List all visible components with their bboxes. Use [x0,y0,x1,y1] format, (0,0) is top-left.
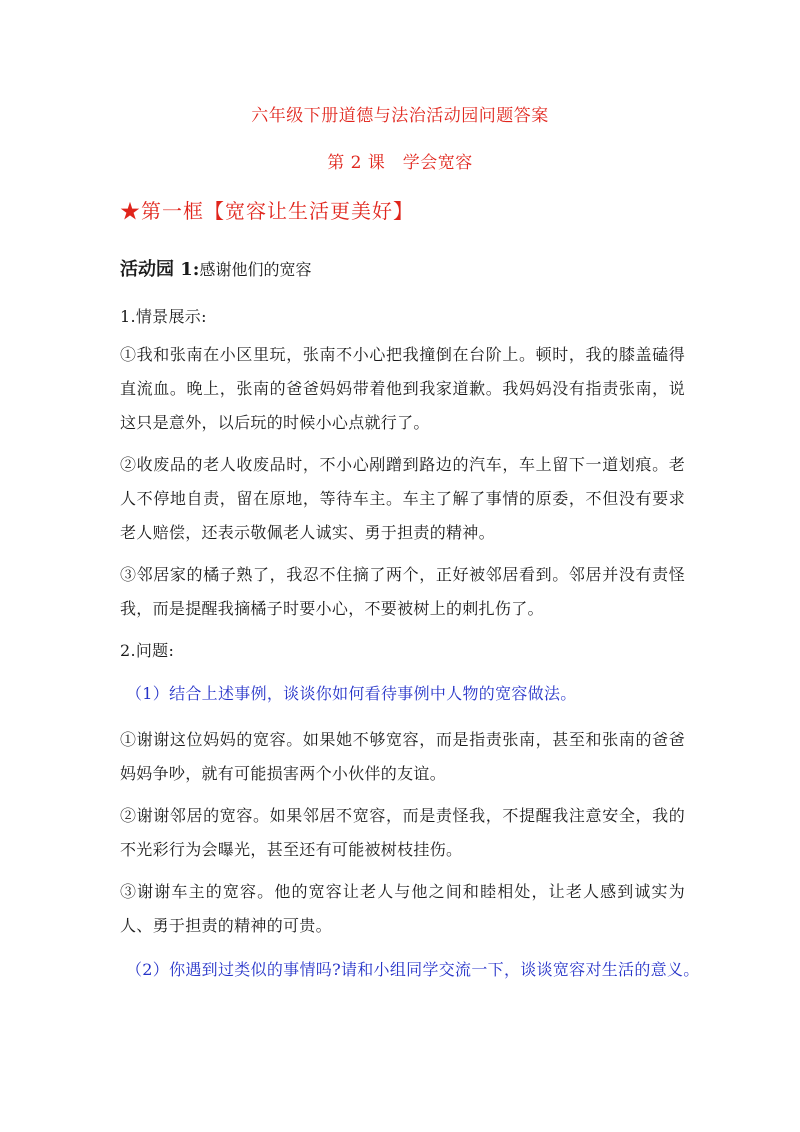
document-title: 六年级下册道德与法治活动园问题答案 [251,106,549,126]
activity-heading [120,255,311,281]
situation-paragraph: ③邻居家的橘子熟了，我忍不住摘了两个，正好被邻居看到。邻居并没有责怪我，而是提醒我摘橘子时要小心，不要被树上的刺扎伤了。 [120,565,685,618]
activity-label: 活动园 1: [120,259,200,280]
answer-paragraph: ③谢谢车主的宽容。他的宽容让老人与他之间和睦相处，让老人感到诚实为人、勇于担责的精神的可贵。 [120,882,685,935]
answer-paragraph: ②谢谢邻居的宽容。如果邻居不宽容，而是责怪我，不提醒我注意安全，我的不光彩行为会曝光，甚至还有可能被树枝挂伤。 [120,806,685,859]
answer-paragraph: ①谢谢这位妈妈的宽容。如果她不够宽容，而是指责张南，甚至和张南的爸爸妈妈争吵，就有可能损害两个小伙伴的友谊。 [120,730,685,783]
question-1: （1）结合上述事例，谈谈你如何看待事例中人物的宽容做法。 [126,684,577,703]
lesson-title: 第 2 课 学会宽容 [327,153,473,173]
frame-heading: ★第一框【宽容让生活更美好】 [120,199,414,223]
question-heading: 2.问题: [120,641,175,660]
situation-paragraph: ②收废品的老人收废品时，不小心剐蹭到路边的汽车，车上留下一道划痕。老人不停地自责，留在原地，等待车主。车主了解了事情的原委，不但没有要求老人赔偿，还表示敬佩老人诚实、勇于担责的精神。 [120,455,685,542]
question-2: （2）你遇到过类似的事情吗?请和小组同学交流一下，谈谈宽容对生活的意义。 [126,960,700,979]
situation-paragraph: ①我和张南在小区里玩，张南不小心把我撞倒在台阶上。顿时，我的膝盖磕得直流血。晚上，张南的爸爸妈妈带着他到我家道歉。我妈妈没有指责张南，说这只是意外，以后玩的时候小心点就行了。 [120,345,685,432]
activity-title: 感谢他们的宽容 [199,260,312,279]
situation-heading: 1.情景展示: [120,307,207,326]
